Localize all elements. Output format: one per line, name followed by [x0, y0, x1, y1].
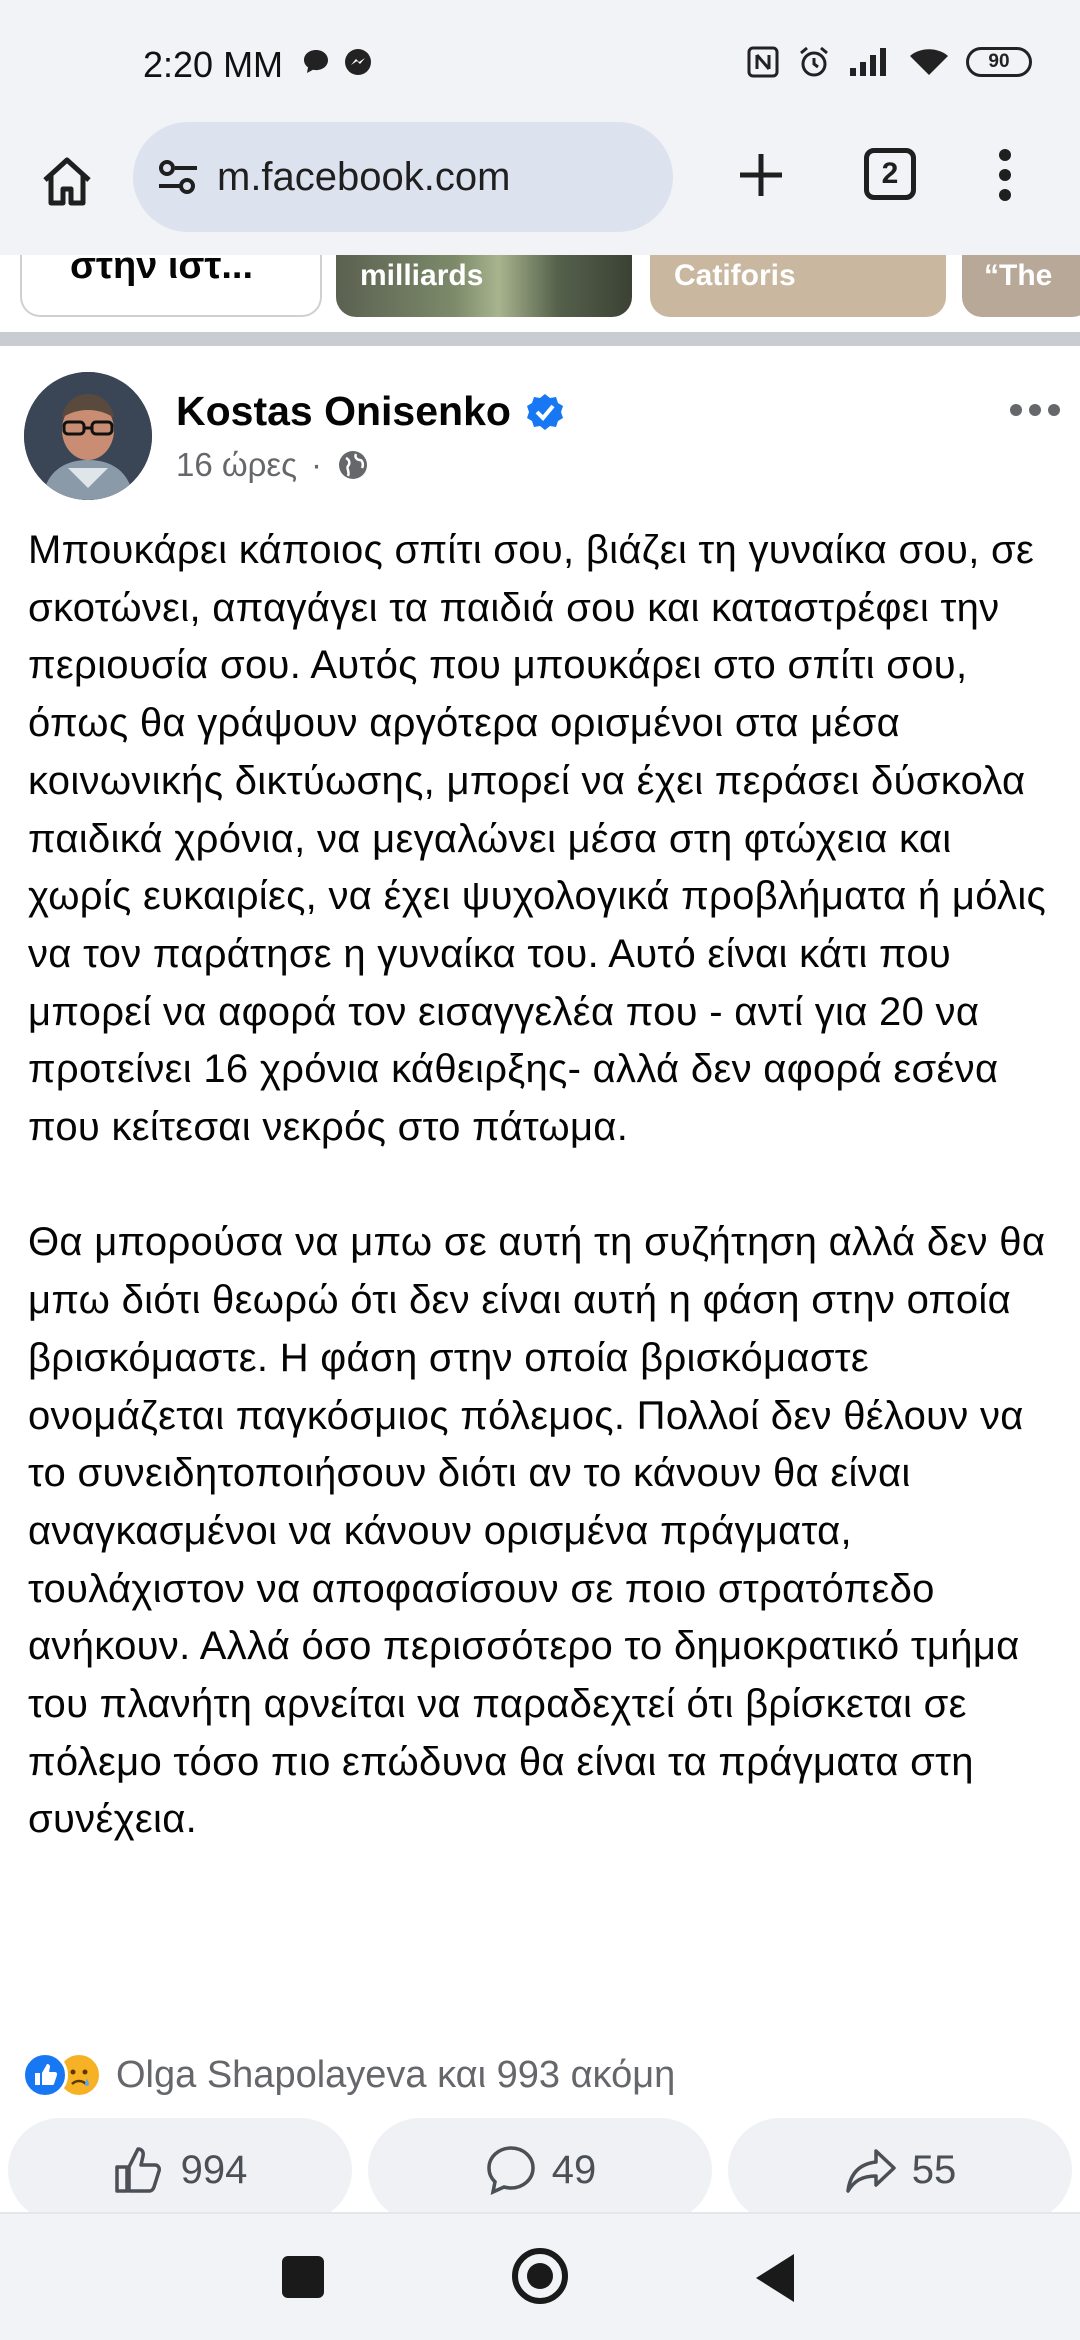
battery-indicator: 90 [966, 47, 1032, 77]
author-name[interactable]: Kostas Onisenko [176, 388, 511, 434]
like-count: 994 [180, 2147, 248, 2192]
reactions-text: Olga Shapolayeva και 993 ακόμη [116, 2053, 676, 2096]
wifi-icon [908, 45, 950, 79]
home-dot-icon [527, 2263, 553, 2289]
system-home-button[interactable] [512, 2248, 568, 2304]
address-bar[interactable] [133, 122, 673, 232]
alarm-icon [796, 44, 832, 80]
more-horizontal-icon [1009, 403, 1061, 417]
story-card[interactable]: “The [962, 255, 1080, 317]
site-settings-icon[interactable] [155, 154, 201, 200]
recent-apps-button[interactable] [282, 2256, 324, 2298]
comment-count: 49 [551, 2147, 597, 2192]
browser-menu-button[interactable] [975, 140, 1035, 210]
comment-icon [484, 2143, 538, 2197]
share-icon [844, 2145, 898, 2195]
status-time: 2:20 ΜΜ [143, 44, 284, 85]
system-navigation-bar [0, 2214, 1080, 2340]
home-button[interactable] [32, 147, 102, 217]
feed-divider [0, 332, 1080, 346]
signal-icon [848, 46, 892, 78]
system-icons [746, 44, 1032, 80]
message-bubble-icon [300, 46, 332, 78]
post-meta [176, 446, 370, 484]
new-tab-button[interactable] [726, 140, 796, 210]
status-bar [0, 0, 1080, 125]
browser-toolbar [0, 110, 1080, 255]
home-icon [39, 154, 95, 210]
more-vertical-icon [997, 147, 1013, 203]
story-card[interactable]: στην ιστ... [20, 255, 322, 317]
nfc-icon [746, 45, 780, 79]
like-button[interactable] [8, 2118, 352, 2222]
avatar-image [24, 372, 152, 500]
story-card[interactable]: Catiforis [650, 255, 946, 317]
stories-strip [0, 255, 1080, 317]
plus-icon [736, 150, 786, 200]
thumbs-up-icon [113, 2145, 167, 2195]
post-text: Μπουκάρει κάποιος σπίτι σου, βιάζει τη γυναίκα σου, σε σκοτώνει, απαγάγει τα παιδιά σου και καταστρέφει την περιουσία σου. Αυτός που μπουκάρει στο σπίτι σου, όπως θα γράψουν αργότερα ορισμένοι στα μέσα κοινωνικής δικτύωσης, μπορεί να έχει περάσει δύσκολα παιδικά χρόνια, να μεγαλώνει μέσα στη φτώχεια και χωρίς ευκαιρίες, να έχει ψυχολογικά προβλήματα ή μόλις να τον παράτησε η γυναίκα του. Αυτό είναι κάτι που μπορεί να αφορά τον εισαγγελέα που - αντί για 20 να προτείνει 16 χρόνια κάθειρξης- αλλά δεν αφορά εσένα που κείτεσαι νεκρός στο πάτωμα. Θα μπορούσα να μπω σε αυτή τη συζήτηση αλλά δεν θα μπω διότι θεωρώ ότι δεν είναι αυτή η φάση στην οποία βρισκόμαστε. Η φάση στην οποία βρισκόμαστε ονομάζεται παγκόσμιος πόλεμος. Πολλοί δεν θέλουν να το συνειδητοποιήσουν διότι αν το κάνουν θα είναι αναγκασμένοι να κάνουν ορισμένα πράγματα, τουλάχιστον να αποφασίσουν σε ποιο στρατόπεδο ανήκουν. Αλλά όσο περισσότερο το δημοκρατικό τμήμα του πλανήτη αρνείται να παραδεχτεί ότι βρίσκεται σε πόλεμο τόσο πιο επώδυνα θα είναι τα πράγματα στη συνέχεια. [28, 528, 1047, 1842]
meta-separator: · [311, 446, 323, 483]
share-button[interactable] [728, 2118, 1072, 2222]
verified-badge-icon [525, 392, 565, 432]
author-name-row[interactable] [176, 388, 565, 435]
comment-button[interactable] [368, 2118, 712, 2222]
messenger-icon [342, 46, 374, 78]
like-reaction-icon [22, 2052, 68, 2098]
globe-icon [336, 448, 370, 482]
tab-switcher-button[interactable]: 2 [864, 148, 916, 200]
post-time[interactable]: 16 ώρες [176, 446, 298, 483]
post-options-button[interactable] [1005, 390, 1065, 430]
notification-icons [300, 46, 374, 78]
author-avatar[interactable] [24, 372, 152, 500]
back-button[interactable] [756, 2254, 794, 2302]
url-text: m.facebook.com [217, 154, 511, 199]
share-count: 55 [911, 2147, 957, 2192]
reactions-summary[interactable] [22, 2052, 675, 2098]
story-card[interactable]: milliards [336, 255, 632, 317]
